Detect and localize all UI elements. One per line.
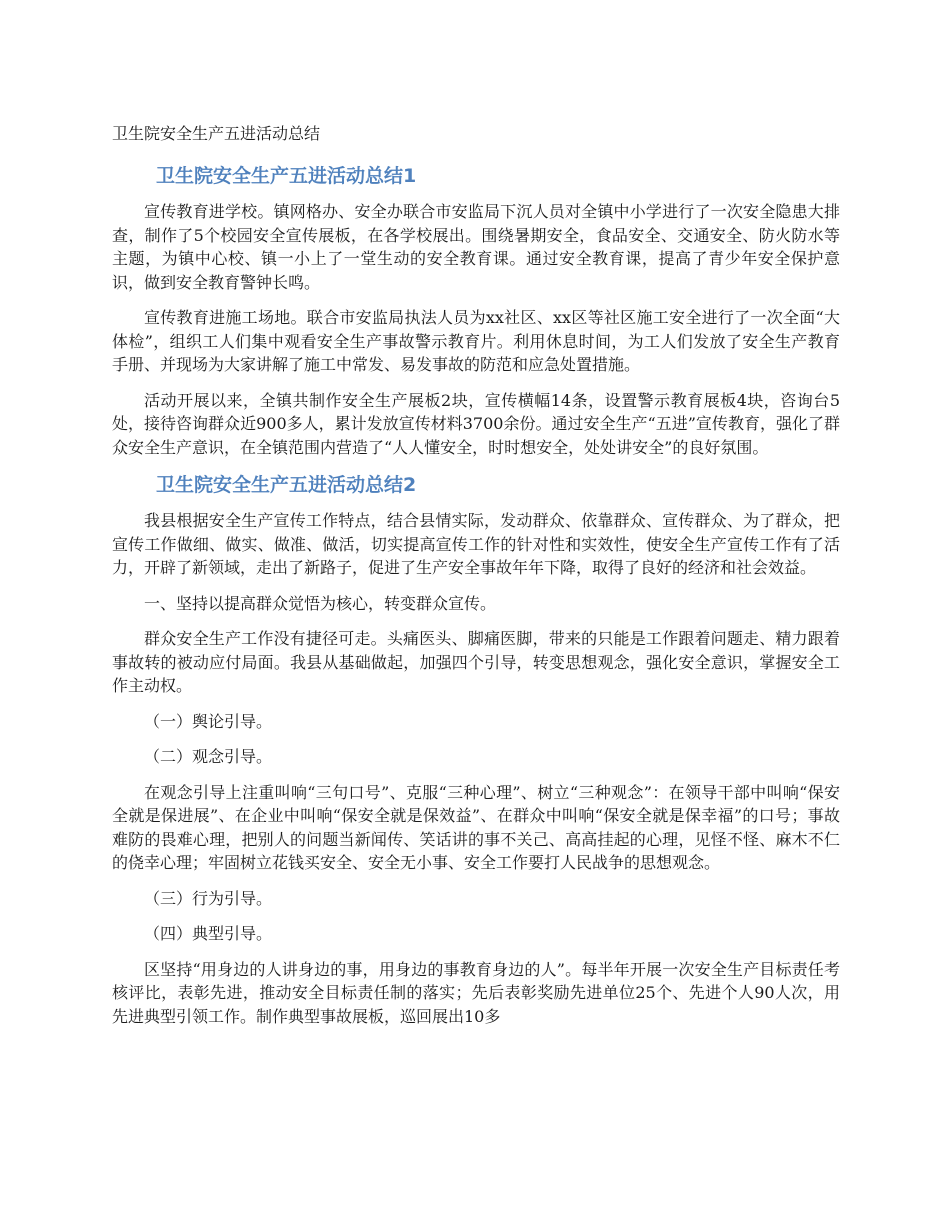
paragraph: 活动开展以来，全镇共制作安全生产展板2块，宣传横幅14条，设置警示教育展板4块，咨询台5处，接待咨询群众近900多人，累计发放宣传材料3700余份。通过安全生产“五进”宣传教育，强化了群众安全生产意识，在全镇范围内营造了“人人懂安全，时时想安全，处处讲安全”的良好氛围。 bbox=[112, 390, 840, 457]
section-heading: 卫生院安全生产五进活动总结2 bbox=[156, 474, 417, 496]
paragraph: 在观念引导上注重叫响“三句口号”、克服“三种心理”、树立“三种观念”：在领导干部中叫响“保安全就是保进展”、在企业中叫响“保安全就是保效益”、在群众中叫响“保安全就是保幸福”的口号；事故难防的畏难心理，把别人的问题当新闻传、笑话讲的事不关己、高高挂起的心理，见怪不怪、麻木不仁的侥幸心理；牢固树立花钱买安全、安全无小事、安全工作要打人民战争的思想观念。 bbox=[112, 782, 840, 872]
paragraph: （一）舆论引导。 bbox=[144, 711, 273, 731]
paragraph: 区坚持“用身边的人讲身边的事，用身边的事教育身边的人”。每半年开展一次安全生产目标责任考核评比，表彰先进，推动安全目标责任制的落实；先后表彰奖励先进单位25个、先进个人90人次，用先进典型引领工作。制作典型事故展板，巡回展出10多 bbox=[112, 959, 840, 1026]
paragraph: 宣传教育进施工场地。联合市安监局执法人员为xx社区、xx区等社区施工安全进行了一次全面“大体检”，组织工人们集中观看安全生产事故警示教育片。利用休息时间，为工人们发放了安全生产教育手册、并现场为大家讲解了施工中常发、易发事故的防范和应急处置措施。 bbox=[112, 308, 840, 374]
section-1 bbox=[112, 162, 840, 459]
section-heading: 卫生院安全生产五进活动总结1 bbox=[156, 165, 417, 187]
paragraph: 我县根据安全生产宣传工作特点，结合县情实际，发动群众、依靠群众、宣传群众、为了群众，把宣传工作做细、做实、做准、做活，切实提高宣传工作的针对性和实效性，使安全生产宣传工作有了活力，开辟了新领域，走出了新路子，促进了生产安全事故年年下降，取得了良好的经济和社会效益。 bbox=[112, 511, 840, 577]
paragraph: 一、坚持以提高群众觉悟为核心，转变群众宣传。 bbox=[144, 593, 497, 613]
document-page bbox=[112, 122, 840, 1040]
paragraph: 宣传教育进学校。镇网格办、安全办联合市安监局下沉人员对全镇中小学进行了一次安全隐患大排查，制作了5个校园安全宣传展板，在各学校展出。围绕暑期安全，食品安全、交通安全、防火防水等主题，为镇中心校、镇一小上了一堂生动的安全教育课。通过安全教育课，提高了青少年安全保护意识，做到安全教育警钟长鸣。 bbox=[112, 202, 840, 292]
document-title: 卫生院安全生产五进活动总结 bbox=[112, 124, 321, 143]
paragraph: （四）典型引导。 bbox=[144, 924, 273, 943]
paragraph: 群众安全生产工作没有捷径可走。头痛医头、脚痛医脚，带来的只能是工作跟着问题走、精力跟着事故转的被动应付局面。我县从基础做起，加强四个引导，转变思想观念，强化安全意识，掌握安全工作主动权。 bbox=[112, 629, 840, 695]
section-2 bbox=[112, 471, 840, 1028]
paragraph: （三）行为引导。 bbox=[144, 888, 273, 908]
paragraph: （二）观念引导。 bbox=[144, 747, 273, 766]
